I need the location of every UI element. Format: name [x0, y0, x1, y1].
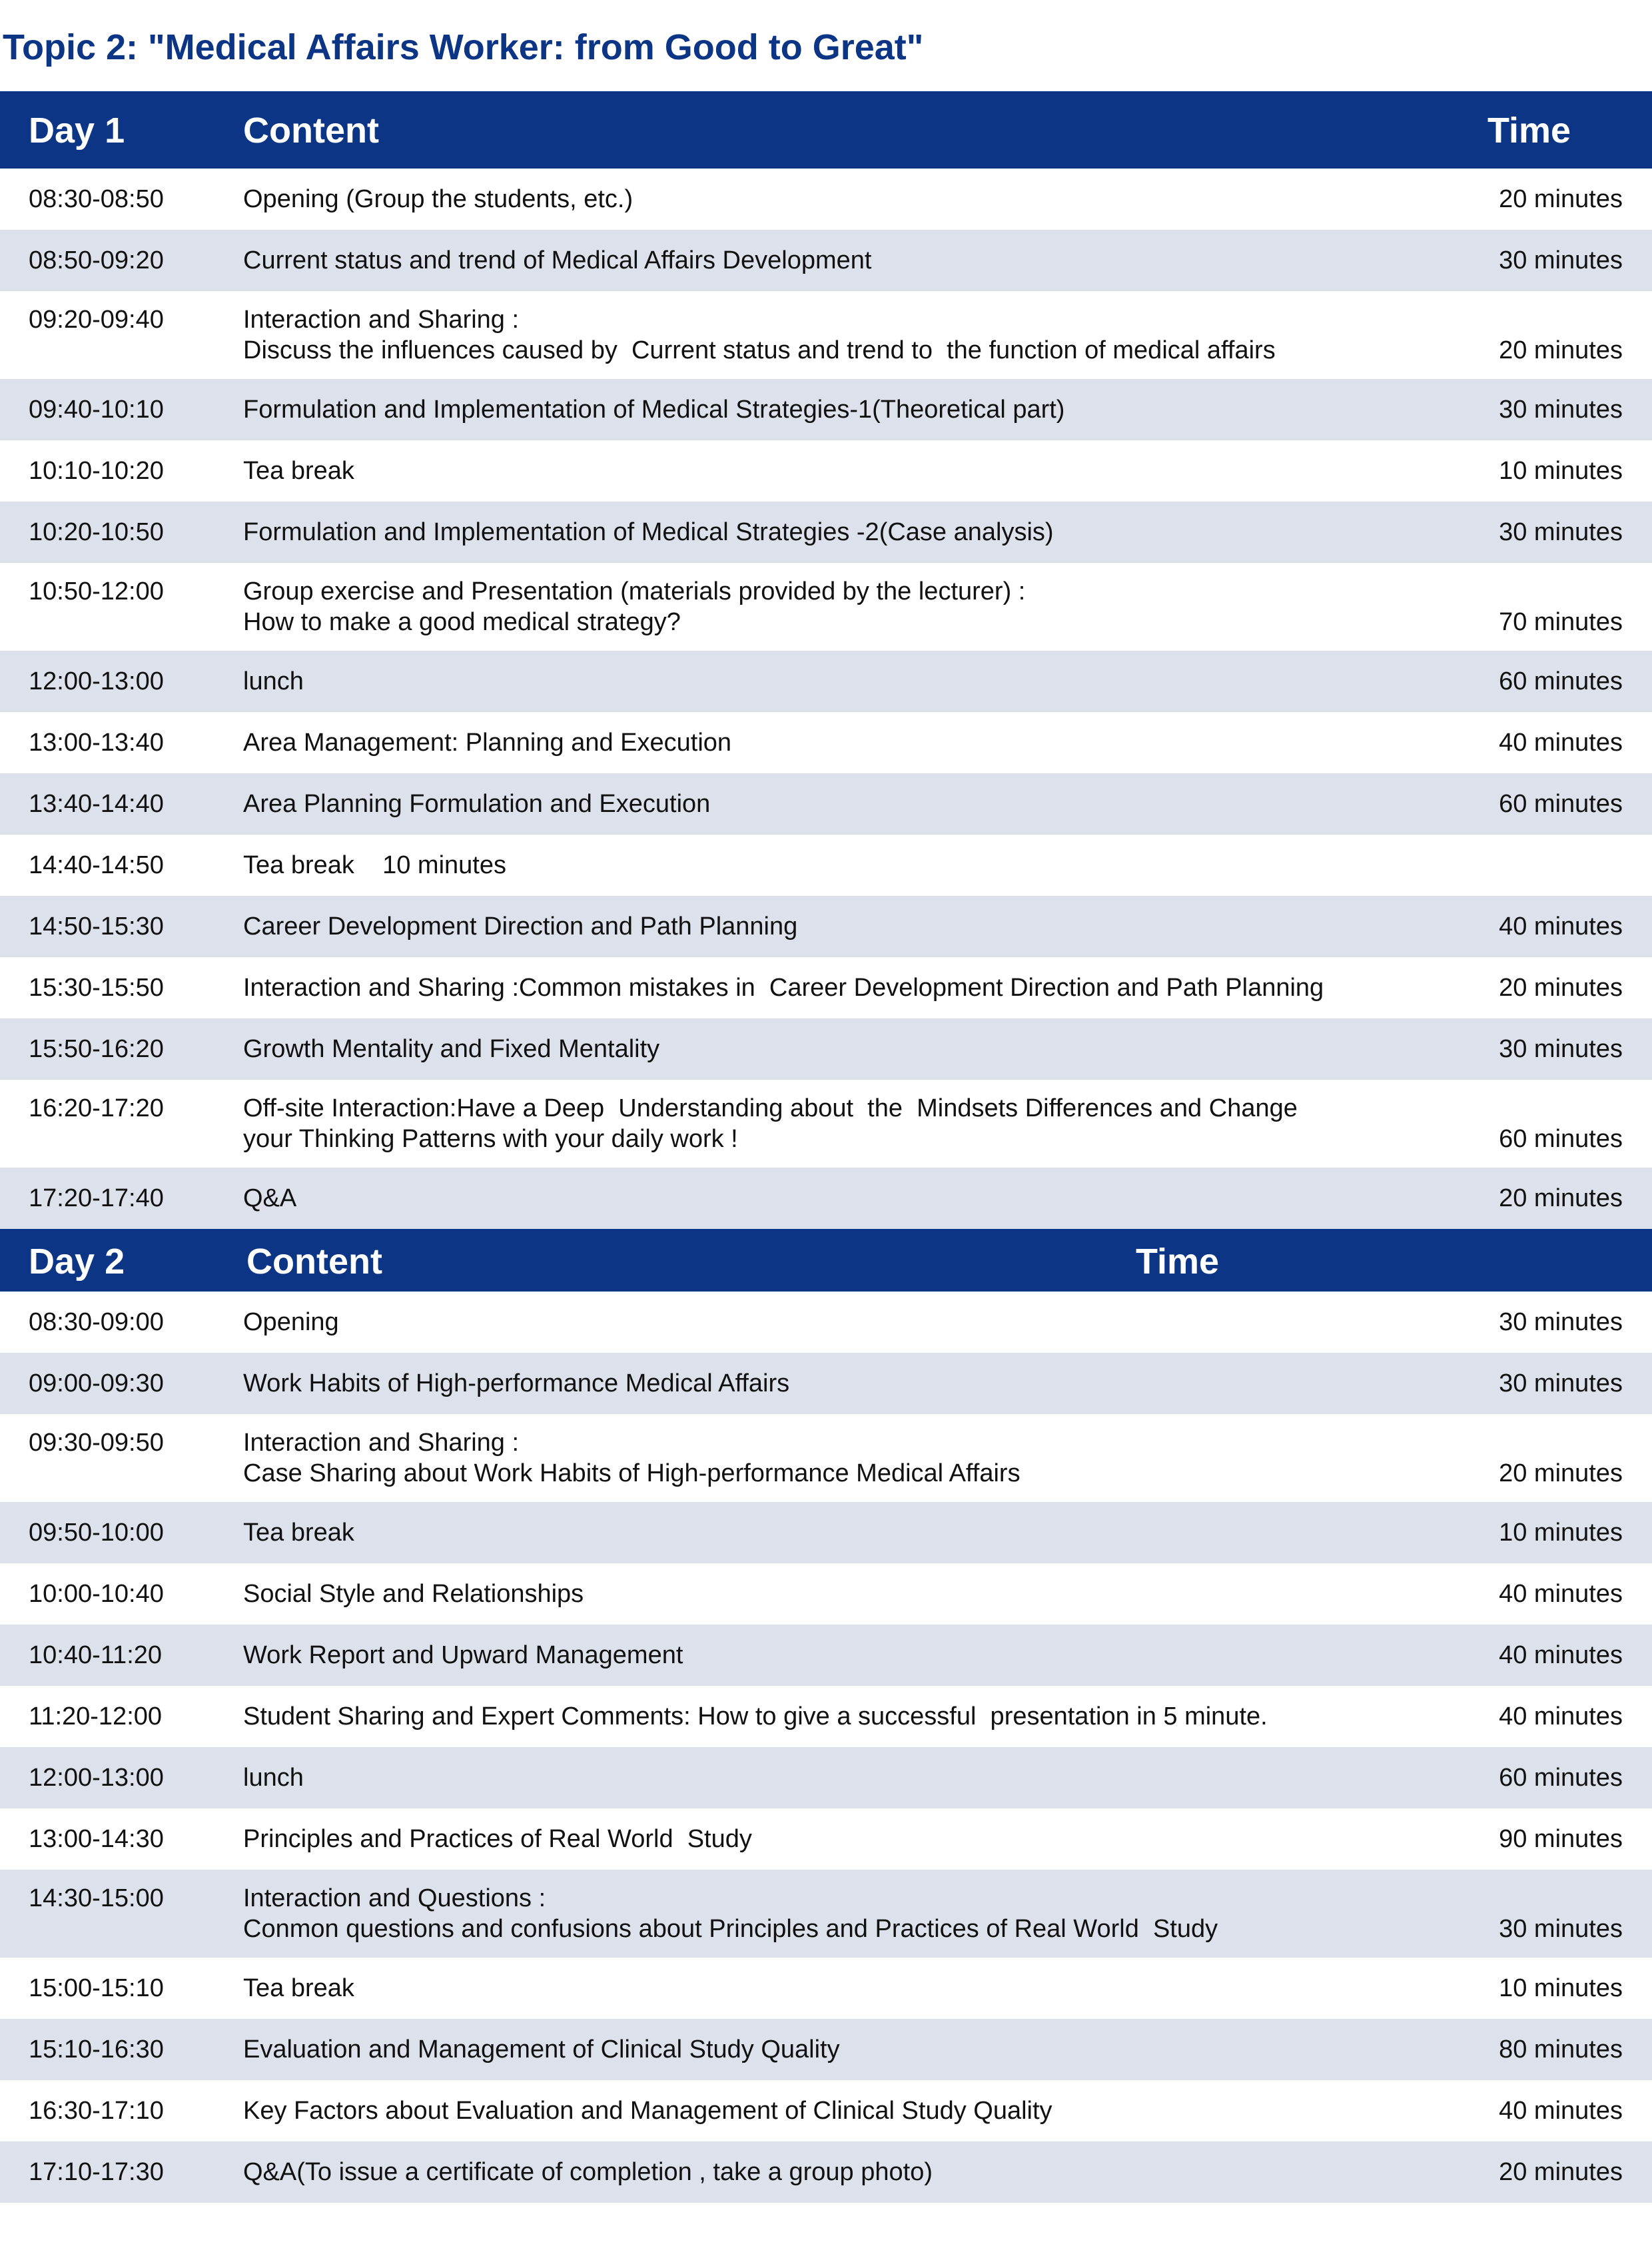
table-row: [0, 651, 1652, 712]
row-duration: 20 minutes: [1499, 185, 1623, 213]
row-time: 15:00-15:10: [29, 1974, 164, 2002]
time-column-header: Time: [1487, 111, 1571, 151]
row-duration: 40 minutes: [1499, 1580, 1623, 1608]
row-content: Principles and Practices of Real World Study: [243, 1825, 752, 1853]
row-content: lunch: [243, 667, 304, 695]
table-row: [0, 1870, 1652, 1958]
page-title: Topic 2: "Medical Affairs Worker: from Good to Great": [3, 27, 924, 67]
row-time: 16:20-17:20: [29, 1094, 164, 1122]
row-time: 09:00-09:30: [29, 1369, 164, 1397]
table-row: [0, 230, 1652, 291]
row-time: 09:40-10:10: [29, 396, 164, 424]
row-time: 15:10-16:30: [29, 2036, 164, 2063]
content-column-header: Content: [243, 111, 379, 151]
row-time: 08:30-09:00: [29, 1308, 164, 1336]
row-content: Tea break: [243, 1974, 354, 2002]
row-content: Interaction and Sharing :Common mistakes in Career Development Direction and Path Planning: [243, 974, 1324, 1002]
row-content: Social Style and Relationships: [243, 1580, 584, 1608]
row-duration: 90 minutes: [1499, 1825, 1623, 1853]
row-time: 14:50-15:30: [29, 913, 164, 940]
row-duration: 60 minutes: [1499, 790, 1623, 818]
row-content: Tea break: [243, 457, 354, 485]
table-row: [0, 379, 1652, 440]
row-content: Interaction and Sharing : Case Sharing about Work Habits of High-performance Medical Affairs: [243, 1429, 1021, 1487]
table-row: [0, 1414, 1652, 1502]
row-duration: 30 minutes: [1499, 1369, 1623, 1397]
table-row: [0, 1747, 1652, 1808]
table-row: [0, 291, 1652, 379]
row-duration: 60 minutes: [1499, 1764, 1623, 1792]
row-time: 17:10-17:30: [29, 2158, 164, 2186]
row-duration: 30 minutes: [1499, 1308, 1623, 1336]
row-duration: 30 minutes: [1499, 518, 1623, 546]
row-duration: 20 minutes: [1499, 1184, 1623, 1212]
day-section: [0, 1229, 1652, 2203]
table-row: [0, 835, 1652, 896]
row-content: Group exercise and Presentation (materials provided by the lecturer) : How to make a good medical strategy?: [243, 577, 1026, 636]
content-column-header: Content: [246, 1242, 382, 1282]
table-row: [0, 1958, 1652, 2019]
table-row: [0, 1168, 1652, 1229]
table-row: [0, 1808, 1652, 1870]
table-row: [0, 1353, 1652, 1414]
row-duration: 30 minutes: [1499, 1915, 1623, 1943]
day-header: [0, 91, 1652, 169]
row-duration: 80 minutes: [1499, 2036, 1623, 2063]
day-section: [0, 91, 1652, 1229]
row-duration: 10 minutes: [1499, 1974, 1623, 2002]
row-content: Evaluation and Management of Clinical Study Quality: [243, 2036, 840, 2063]
table-row: [0, 773, 1652, 835]
row-content: Opening: [243, 1308, 339, 1336]
row-time: 14:30-15:00: [29, 1884, 164, 1912]
row-duration: 60 minutes: [1499, 1125, 1623, 1153]
row-content: Work Report and Upward Management: [243, 1641, 683, 1669]
row-duration: 30 minutes: [1499, 246, 1623, 274]
row-content: Area Management: Planning and Execution: [243, 729, 732, 757]
table-row: [0, 1563, 1652, 1625]
table-row: [0, 169, 1652, 230]
row-content: Tea break: [243, 1519, 354, 1547]
row-time: 15:50-16:20: [29, 1035, 164, 1063]
row-content: Growth Mentality and Fixed Mentality: [243, 1035, 660, 1063]
table-row: [0, 1080, 1652, 1168]
row-duration: 20 minutes: [1499, 336, 1623, 364]
table-row: [0, 440, 1652, 502]
row-time: 14:40-14:50: [29, 851, 164, 879]
row-time: 12:00-13:00: [29, 667, 164, 695]
row-duration: 40 minutes: [1499, 1702, 1623, 1730]
day-label: Day 2: [29, 1242, 125, 1282]
table-row: [0, 1625, 1652, 1686]
table-row: [0, 712, 1652, 773]
row-duration: 10 minutes: [1499, 457, 1623, 485]
row-content: Area Planning Formulation and Execution: [243, 790, 711, 818]
table-row: [0, 563, 1652, 651]
row-content: Opening (Group the students, etc.): [243, 185, 633, 213]
row-time: 10:50-12:00: [29, 577, 164, 605]
day-label: Day 1: [29, 111, 125, 151]
table-row: [0, 957, 1652, 1018]
table-row: [0, 2019, 1652, 2080]
row-content: Formulation and Implementation of Medical Strategies -2(Case analysis): [243, 518, 1054, 546]
table-row: [0, 1502, 1652, 1563]
row-content: Interaction and Sharing : Discuss the influences caused by Current status and trend to the function of medical affairs: [243, 306, 1276, 364]
row-time: 15:30-15:50: [29, 974, 164, 1002]
row-content: Career Development Direction and Path Planning: [243, 913, 798, 940]
table-row: [0, 502, 1652, 563]
row-time: 16:30-17:10: [29, 2097, 164, 2125]
row-time: 10:00-10:40: [29, 1580, 164, 1608]
table-row: [0, 1686, 1652, 1747]
row-duration: 20 minutes: [1499, 1459, 1623, 1487]
row-time: 08:50-09:20: [29, 246, 164, 274]
table-row: [0, 2141, 1652, 2203]
row-time: 10:40-11:20: [29, 1641, 163, 1669]
row-content: Q&A(To issue a certificate of completion , take a group photo): [243, 2158, 933, 2186]
row-duration: 40 minutes: [1499, 729, 1623, 757]
day-header: [0, 1229, 1652, 1292]
table-row: [0, 2080, 1652, 2141]
table-row: [0, 896, 1652, 957]
row-content: Formulation and Implementation of Medical Strategies-1(Theoretical part): [243, 396, 1065, 424]
row-content: Off-site Interaction:Have a Deep Understanding about the Mindsets Differences and Change your Thinking Patterns with your daily work !: [243, 1094, 1298, 1153]
row-duration: 30 minutes: [1499, 396, 1623, 424]
row-time: 13:00-13:40: [29, 729, 164, 757]
row-duration: 70 minutes: [1499, 608, 1623, 636]
row-duration: 30 minutes: [1499, 1035, 1623, 1063]
row-time: 09:30-09:50: [29, 1429, 164, 1457]
row-time: 09:20-09:40: [29, 306, 164, 334]
row-duration: 40 minutes: [1499, 1641, 1623, 1669]
row-content: lunch: [243, 1764, 304, 1792]
time-column-header: Time: [1136, 1242, 1220, 1282]
row-content: Current status and trend of Medical Affairs Development: [243, 246, 872, 274]
table-row: [0, 1018, 1652, 1080]
row-time: 08:30-08:50: [29, 185, 164, 213]
row-time: 10:10-10:20: [29, 457, 164, 485]
row-content: Interaction and Questions : Conmon questions and confusions about Principles and Practices of Real World Study: [243, 1884, 1218, 1943]
schedule-table: [0, 91, 1652, 2203]
row-duration: 20 minutes: [1499, 974, 1623, 1002]
row-time: 13:40-14:40: [29, 790, 164, 818]
row-duration: 60 minutes: [1499, 667, 1623, 695]
table-row: [0, 1292, 1652, 1353]
row-content: Q&A: [243, 1184, 297, 1212]
row-time: 11:20-12:00: [29, 1702, 163, 1730]
row-content: Work Habits of High-performance Medical Affairs: [243, 1369, 790, 1397]
row-time: 17:20-17:40: [29, 1184, 164, 1212]
row-content: Key Factors about Evaluation and Management of Clinical Study Quality: [243, 2097, 1052, 2125]
row-duration: 40 minutes: [1499, 913, 1623, 940]
row-duration: 40 minutes: [1499, 2097, 1623, 2125]
row-duration: 20 minutes: [1499, 2158, 1623, 2186]
row-time: 09:50-10:00: [29, 1519, 164, 1547]
row-content: Student Sharing and Expert Comments: How to give a successful presentation in 5 minute.: [243, 1702, 1268, 1730]
row-time: 13:00-14:30: [29, 1825, 164, 1853]
row-duration: 10 minutes: [1499, 1519, 1623, 1547]
row-time: 10:20-10:50: [29, 518, 164, 546]
row-time: 12:00-13:00: [29, 1764, 164, 1792]
row-content: Tea break 10 minutes: [243, 851, 506, 879]
